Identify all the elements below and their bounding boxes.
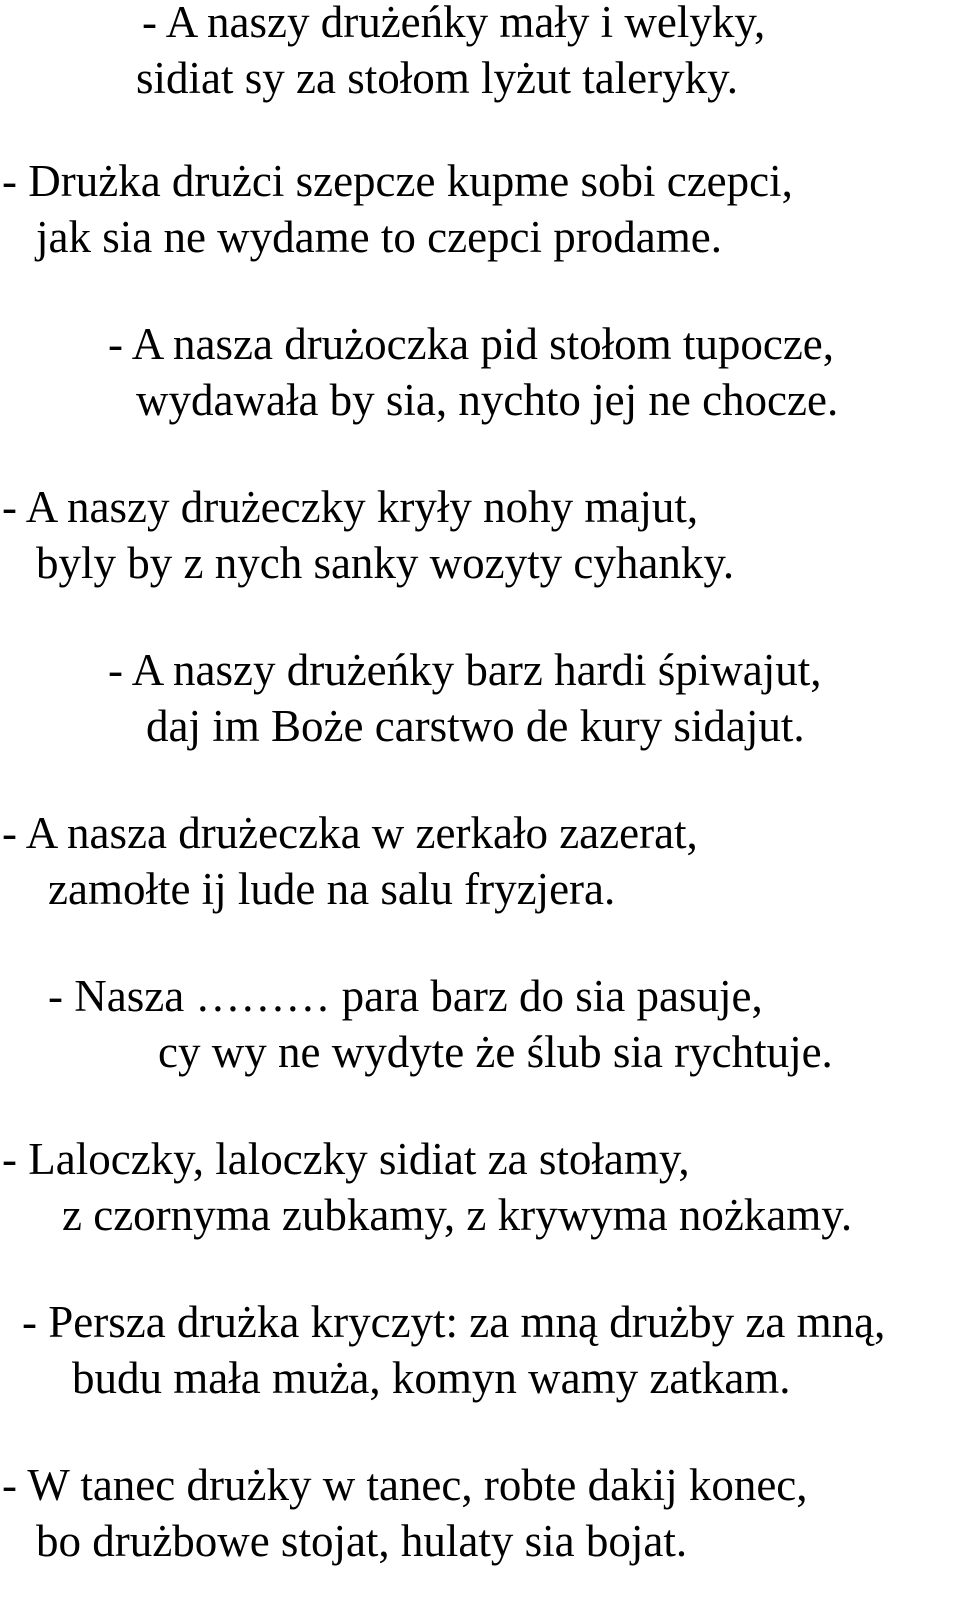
stanza-9-line-2: budu mała muża, komyn wamy zatkam. bbox=[72, 1353, 791, 1403]
stanza-2-line-1: - Drużka drużci szepcze kupme sobi czepci, bbox=[2, 156, 793, 206]
stanza-3-line-2: wydawała by sia, nychto jej ne chocze. bbox=[136, 375, 839, 425]
stanza-9-line-1: - Persza drużka kryczyt: za mną drużby za mną, bbox=[22, 1297, 886, 1347]
stanza-6-line-1: - A nasza drużeczka w zerkało zazerat, bbox=[2, 808, 698, 858]
stanza-8-line-1: - Laloczky, laloczky sidiat za stołamy, bbox=[2, 1134, 690, 1184]
stanza-6-line-2: zamołte ij lude na salu fryzjera. bbox=[48, 864, 616, 914]
stanza-3-line-1: - A nasza drużoczka pid stołom tupocze, bbox=[108, 319, 835, 369]
stanza-7-line-1: - Nasza ……… para barz do sia pasuje, bbox=[48, 971, 763, 1021]
stanza-1-line-2: sidiat sy za stołom lyżut taleryky. bbox=[136, 53, 738, 103]
stanza-5-line-1: - A naszy drużeńky barz hardi śpiwajut, bbox=[108, 645, 822, 695]
stanza-7-line-2: cy wy ne wydyte że ślub sia rychtuje. bbox=[158, 1027, 833, 1077]
stanza-4-line-1: - A naszy drużeczky kryły nohy majut, bbox=[2, 482, 699, 532]
stanza-10-line-2: bo drużbowe stojat, hulaty sia bojat. bbox=[36, 1516, 688, 1566]
stanza-2-line-2: jak sia ne wydame to czepci prodame. bbox=[36, 212, 722, 262]
stanza-4-line-2: byly by z nych sanky wozyty cyhanky. bbox=[36, 538, 735, 588]
stanza-8-line-2: z czornyma zubkamy, z krywyma nożkamy. bbox=[62, 1190, 853, 1240]
stanza-10-line-1: - W tanec drużky w tanec, robte dakij konec, bbox=[2, 1460, 808, 1510]
stanza-5-line-2: daj im Boże carstwo de kury sidajut. bbox=[146, 701, 805, 751]
stanza-1-line-1: - A naszy drużeńky mały i welyky, bbox=[142, 0, 766, 47]
